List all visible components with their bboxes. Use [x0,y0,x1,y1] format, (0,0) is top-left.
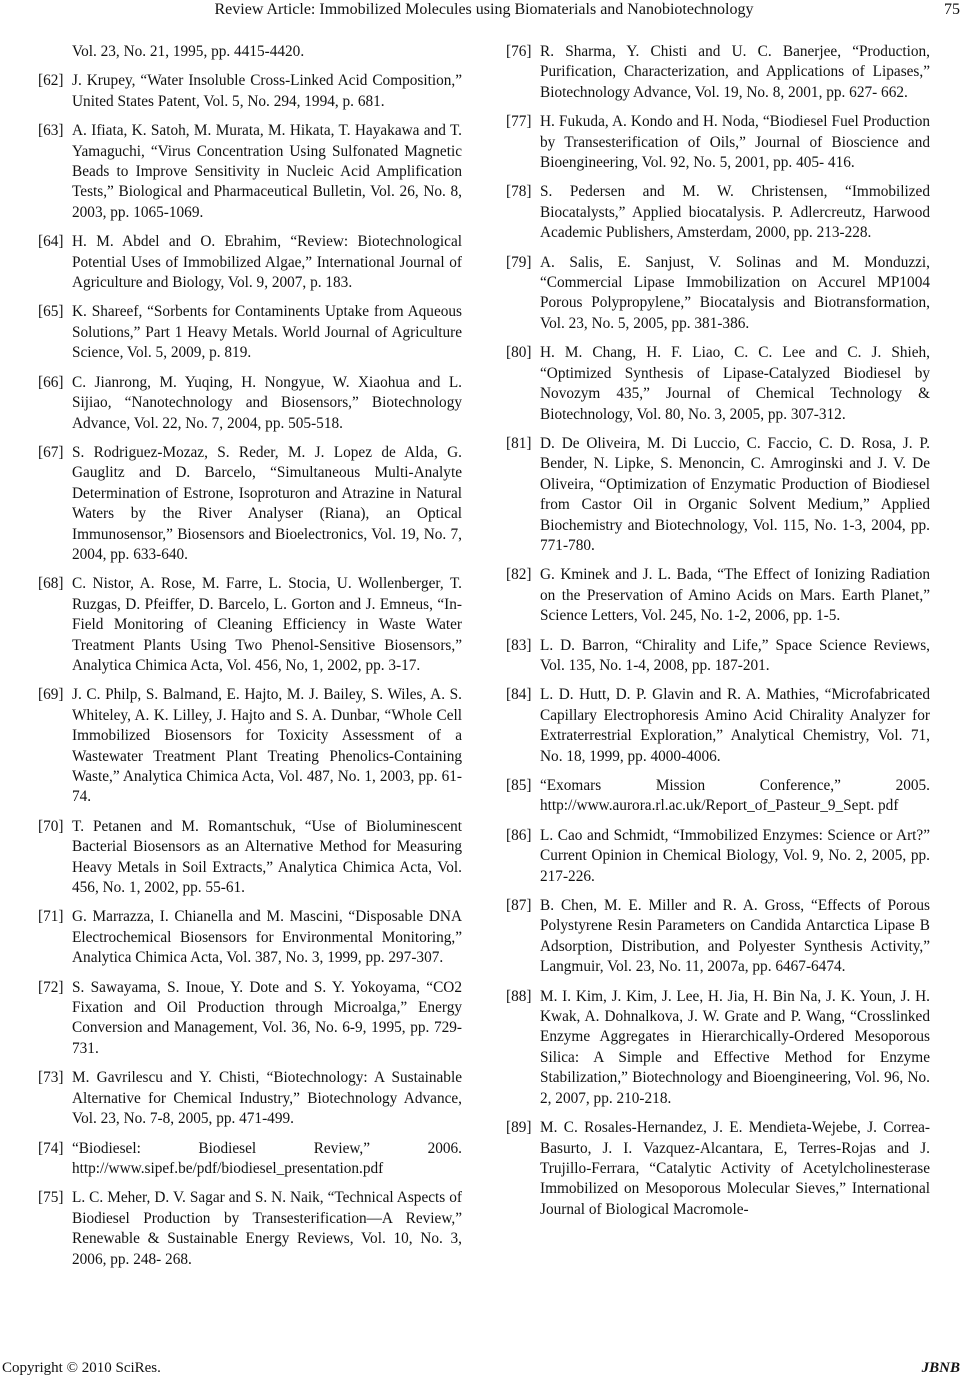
reference-number: [84] [506,686,532,704]
reference-entry [38,232,462,293]
reference-entry [38,71,462,112]
reference-entry [506,636,930,677]
reference-entry [506,42,930,103]
reference-entry [38,907,462,968]
reference-number: [81] [506,434,532,452]
reference-entry [38,1068,462,1129]
reference-text: “Exomars Mission Conference,” 2005. http://www.aurora.rl.ac.uk/Report_of_Pasteur_9_Sept. pdf [540,777,930,815]
reference-entry [506,685,930,767]
reference-number: [64] [38,233,64,251]
reference-number: [76] [506,43,532,60]
reference-text: S. Rodriguez-Mozaz, S. Reder, M. J. Lopez de Alda, G. Gauglitz and D. Barcelo, “Simultaneous Multi-Analyte Determination of Estrone, Isoproturon and Atrazine in Natural Waters by the River Analyser (Riana), an Optical Immunosensor,” Biosensors and Bioelectronics, Vol. 19, No. 7, 2004, pp. 633-640. [72,443,462,563]
reference-text: G. Kminek and J. L. Bada, “The Effect of Ionizing Radiation on the Preservation of Amino Acids on Mars. Earth Planet,” Science Letters, Vol. 245, No. 1-2, 2006, pp. 1-5. [540,566,930,625]
reference-text: H. M. Abdel and O. Ebrahim, “Review: Biotechnological Potential Uses of Immobilized Algae,” International Journal of Agriculture and Biology, Vol. 9, 2007, p. 183. [72,233,462,292]
reference-text: T. Petanen and M. Romantschuk, “Use of Bioluminescent Bacterial Biosensors as an Alternative Method for Measuring Heavy Metals in Soil Extracts,” Analytica Chimica Acta, Vol. 456, No. 1, 2002, pp. 55-61. [72,817,462,897]
reference-text: A. Ifiata, K. Satoh, M. Murata, M. Hikata, T. Hayakawa and T. Yamaguchi, “Virus Concentration Using Sulfonated Magnetic Beads to Improve Sensitivity in Nucleic Acid Amplification Tests,” Biological and Pharmaceutical Bulletin, Vol. 26, No. 8, 2003, pp. 1065-1069. [72,122,462,221]
page-number: 75 [944,1,960,18]
reference-entry [38,978,462,1060]
reference-entry [506,987,930,1109]
reference-number: [75] [38,1189,64,1207]
journal-abbrev: JBNB [921,1360,960,1376]
reference-number: [89] [506,1119,532,1137]
reference-number: [82] [506,566,532,584]
reference-entry [506,343,930,425]
reference-entry [506,565,930,626]
reference-entry [506,1118,930,1220]
reference-entry [38,1188,462,1270]
reference-number: [69] [38,686,64,704]
reference-number: [86] [506,826,532,844]
right-column [506,42,930,1229]
reference-text: B. Chen, M. E. Miller and R. A. Gross, “Effects of Porous Polystyrene Resin Parameters on Candida Antarctica Lipase B Adsorption, Distribution, and Polyester Synthesis Activity,” Langmuir, Vol. 23, No. 11, 2007a, pp. 6467-6474. [540,897,930,976]
reference-text: J. C. Philp, S. Balmand, E. Hajto, M. J. Bailey, S. Wiles, A. S. Whiteley, A. K. Lilley, J. Hajto and S. A. Dunbar, “Whole Cell Immobilized Biosensors for Toxicity Assessment of a Wastewater Treatment Plant Treating Phenolics-Containing Waste,” Analytica Chimica Acta, Vol. 487, No. 1, 2003, pp. 61-74. [72,686,462,806]
reference-list-right [506,42,930,1220]
reference-number: [65] [38,303,64,321]
reference-number: [79] [506,253,532,271]
reference-number: [87] [506,897,532,915]
reference-text: C. Nistor, A. Rose, M. Farre, L. Stocia, U. Wollenberger, T. Ruzgas, D. Pfeiffer, D. Barcelo, L. Gorton and J. Emneus, “In-Field Monitoring of Cleaning Efficiency in Waste Water Treatment Plants Using Two Phenol-Sensitive Biosensors,” Analytica Chimica Acta, Vol. 456, No, 1, 2002, pp. 3-17. [72,575,462,674]
reference-text: L. D. Hutt, D. P. Glavin and R. A. Mathies, “Microfabricated Capillary Electrophoresis Amino Acid Chirality Analyzer for Extraterrestrial Exploration,” Analytical Chemistry, Vol. 71, No. 18, 1999, pp. 4000-4006. [540,686,930,765]
reference-text: H. M. Chang, H. F. Liao, C. C. Lee and C. J. Shieh, “Optimized Synthesis of Lipase-Catalyzed Biodiesel by Novozym 435,” Journal of Chemical Technology & Biotechnology, Vol. 80, No. 3, 2005, pp. 307-312. [540,344,930,423]
reference-entry [506,826,930,887]
reference-text: M. Gavrilescu and Y. Chisti, “Biotechnology: A Sustainable Alternative for Chemical Industry,” Biotechnology Advance, Vol. 23, No. 7-8, 2005, pp. 471-499. [72,1069,462,1128]
reference-text: G. Marrazza, I. Chianella and M. Mascini, “Disposable DNA Electrochemical Biosensors for Environmental Monitoring,” Analytica Chimica Acta, Vol. 387, No. 3, 1999, pp. 297-307. [72,908,462,967]
reference-entry [506,776,930,817]
reference-number: [88] [506,987,532,1005]
reference-entry [506,112,930,173]
reference-text: R. Sharma, Y. Chisti and U. C. Banerjee, “Production, Purification, Characterization, and Applications of Lipases,” Biotechnology Advance, Vol. 19, No. 8, 2001, pp. 627- 662. [540,43,930,101]
reference-entry [38,574,462,676]
reference-number: [68] [38,575,64,593]
reference-entry [38,302,462,363]
copyright-notice: Copyright © 2010 SciRes. [2,1360,161,1376]
reference-text: H. Fukuda, A. Kondo and H. Noda, “Biodiesel Fuel Production by Transesterification of Oils,” Journal of Bioscience and Bioengineering, Vol. 92, No. 5, 2001, pp. 405- 416. [540,113,930,172]
reference-text: L. Cao and Schmidt, “Immobilized Enzymes: Science or Art?” Current Opinion in Chemical Biology, Vol. 9, No. 2, 2005, pp. 217-226. [540,826,930,885]
reference-entry [506,182,930,243]
reference-entry [506,896,930,978]
reference-entry [38,121,462,223]
reference-number: [85] [506,777,532,794]
page-footer [0,1360,968,1382]
reference-number: [74] [38,1139,64,1157]
reference-text: D. De Oliveira, M. Di Luccio, C. Faccio, C. D. Rosa, J. P. Bender, N. Lipke, S. Menoncin, C. Amroginski and J. V. De Oliveira, “Optimization of Enzymatic Production of Biodiesel from Castor Oil in Organic Solvent Medium,” Applied Biochemistry and Biotechnology, Vol. 115, No. 1-3, 2004, pp. 771-780. [540,434,930,554]
reference-number: [71] [38,908,64,926]
reference-text: “Biodiesel: Biodiesel Review,” 2006. http://www.sipef.be/pdf/biodiesel_presentation.pdf [72,1139,462,1177]
reference-number: [77] [506,113,532,131]
reference-number: [73] [38,1069,64,1087]
reference-text: L. D. Barron, “Chirality and Life,” Space Science Reviews, Vol. 135, No. 1-4, 2008, pp. 187-201. [540,636,930,674]
reference-entry [38,373,462,434]
reference-entry [38,1139,462,1180]
reference-number: [63] [38,122,64,140]
reference-number: [78] [506,183,532,201]
reference-number: [72] [38,978,64,996]
reference-list-left [38,71,462,1270]
reference-entry [506,253,930,335]
reference-text: A. Salis, E. Sanjust, V. Solinas and M. Monduzzi, “Commercial Lipase Immobilization on Accurel MP1004 Porous Polypropylene,” Biocatalysis and Biotransformation, Vol. 23, No. 5, 2005, pp. 381-386. [540,253,930,332]
page-header [0,0,968,24]
reference-text: K. Shareef, “Sorbents for Contaminents Uptake from Aqueous Solutions,” Part 1 Heavy Metals. World Journal of Agriculture Science, Vol. 5, 2009, p. 819. [72,303,462,362]
reference-number: [67] [38,443,64,461]
reference-text: M. I. Kim, J. Kim, J. Lee, H. Jia, H. Bin Na, J. K. Youn, J. H. Kwak, A. Dohnalkova, J. W. Grate and P. Wang, “Crosslinked Enzyme Aggregates in Hierarchically-Ordered Mesoporous Silica: A Simple and Effective Method for Enzyme Stabilization,” Biotechnology and Bioengineering, Vol. 96, No. 2, 2007, pp. 210-218. [540,987,930,1107]
reference-number: [80] [506,344,532,362]
reference-text: M. C. Rosales-Hernandez, J. E. Mendieta-Wejebe, J. Correa-Basurto, J. I. Vazquez-Alcantara, E, Terres-Rojas and J. Trujillo-Ferrara, “Catalytic Activity of Acetylcholinesterase Immobilized on Mesoporous Molecular Sieves,” International Journal of Biological Macromole- [540,1119,930,1218]
reference-number: [62] [38,72,64,90]
reference-entry [38,685,462,807]
reference-entry [38,443,462,565]
reference-text: S. Sawayama, S. Inoue, Y. Dote and S. Y. Yokoyama, “CO2 Fixation and Oil Production through Microalga,” Energy Conversion and Management, Vol. 36, No. 6-9, 1995, pp. 729-731. [72,978,462,1057]
reference-entry [506,434,930,556]
reference-number: [70] [38,817,64,835]
reference-continuation: Vol. 23, No. 21, 1995, pp. 4415-4420. [72,43,305,60]
running-title: Review Article: Immobilized Molecules using Biomaterials and Nanobiotechnology [214,1,754,18]
reference-number: [83] [506,636,532,654]
reference-text: S. Pedersen and M. W. Christensen, “Immobilized Biocatalysts,” Applied biocatalysis. P. Adlercreutz, Harwood Academic Publishers, Amsterdam, 2000, pp. 213-228. [540,183,930,242]
reference-text: J. Krupey, “Water Insoluble Cross-Linked Acid Composition,” United States Patent, Vol. 5, No. 294, 1994, p. 681. [72,72,462,110]
reference-number: [66] [38,373,64,391]
reference-text: C. Jianrong, M. Yuqing, H. Nongyue, W. Xiaohua and L. Sijiao, “Nanotechnology and Biosensors,” Biotechnology Advance, Vol. 22, No. 7, 2004, pp. 505-518. [72,373,462,432]
reference-entry [38,817,462,899]
left-column [38,42,462,1279]
reference-text: L. C. Meher, D. V. Sagar and S. N. Naik, “Technical Aspects of Biodiesel Production by Transesterification—A Review,” Renewable & Sustainable Energy Reviews, Vol. 10, No. 3, 2006, pp. 248- 268. [72,1189,462,1268]
